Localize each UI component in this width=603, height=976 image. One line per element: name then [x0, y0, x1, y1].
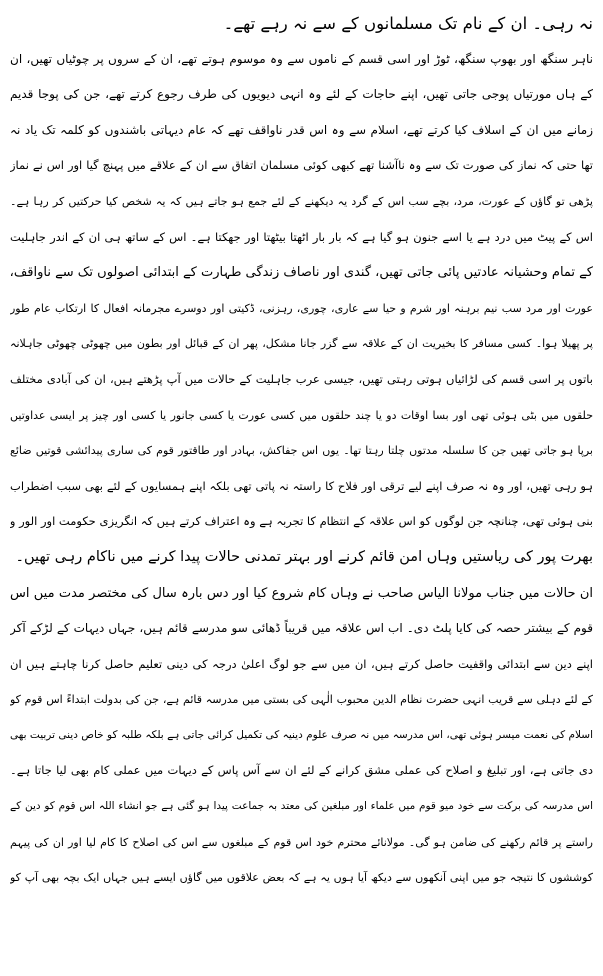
text-line: بھرت پور کی ریاستیں وہاں امن قائم کرنے اور بہتر تمدنی حالات پیدا کرنے میں ناکام رہی تھیں۔	[15, 548, 593, 565]
text-line: قوم کے بیشتر حصہ کی کایا پلٹ دی۔ اب اس علاقہ میں قریباً ڈھائی سو مدرسے قائم ہیں، جہاں دیہات کے لڑکے آکر	[10, 621, 593, 636]
text-line: پر پھیلا ہوا۔ کسی مسافر کا بخیریت ان کے علاقہ سے گزر جانا مشکل، پھر ان کے قبائل اور بطون میں چھوٹی چھوٹی جاہلانہ	[10, 337, 593, 351]
text-line: اپنے دین سے ابتدائی واقفیت حاصل کرتے ہیں، ان میں سے جو لوگ اعلیٰ درجہ کی دینی تعلیم حاصل کرنا چاہتے ہیں ان	[10, 656, 593, 671]
paragraph-intro	[10, 6, 593, 42]
text-line: پڑھی تو گاؤں کے عورت، مرد، بچے سب اس کے گرد یہ دیکھنے کے لئے جمع ہو جاتے ہیں کہ یہ شخص کیا حرکتیں کر رہا ہے۔	[10, 194, 593, 208]
text-line: اس مدرسہ کی برکت سے خود میو قوم میں علماء اور مبلغین کی معتد بہ جماعت پیدا ہو گئی ہے جو انشاء اللہ اس قوم کو دین کے	[10, 800, 593, 813]
text-line: باتوں پر اسی قسم کی لڑائیاں ہوتی رہتی تھیں، جیسی عرب جاہلیت کے حالات میں آپ پڑھتے ہیں، ان کی آبادی مختلف	[10, 371, 593, 386]
text-line: تھا حتی کہ نماز کی صورت تک سے وہ ناآشنا تھے کبھی کوئی مسلمان اتفاق سے ان کے علاقے میں پہنچ گیا اور اس نے نماز	[10, 158, 593, 173]
text-line: اس کے پیٹ میں درد ہے یا اسے جنون ہو گیا ہے کہ بار بار اٹھتا بیٹھتا اور جھکتا ہے۔ اس کے ساتھ ہی ان کے اندر جاہلیت	[10, 229, 593, 244]
paragraph-conditions	[10, 42, 593, 576]
text-line: اسلام کی نعمت میسر ہوئی تھی، اس مدرسہ میں نہ صرف علوم دینیہ کی تکمیل کرائی جاتی ہے بلکہ طلبہ کو خاص دینی تربیت بھی	[10, 728, 593, 741]
text-line: عورت اور مرد سب نیم برہنہ اور شرم و حیا سے عاری، چوری، رہزنی، ڈکیتی اور دوسرے مجرمانہ افعال کا ارتکاب عام طور	[10, 301, 593, 315]
text-line: کے لئے دہلی سے قریب انہی حضرت نظام الدین محبوب الٰہی کی بستی میں مدرسہ قائم ہے، جن کی بدولت ابتداءً اس قوم کو	[10, 693, 593, 707]
text-line: زمانے میں ان کے اسلاف کیا کرتے تھے، اسلام سے وہ اس قدر ناواقف تھے کہ عام دیہاتی باشندوں کو کلمہ تک یاد نہ	[10, 122, 593, 137]
text-line: کے ہاں مورتیاں پوجی جاتی تھیں، اپنے حاجات کے لئے وہ انہی دیویوں کی طرف رجوع کرتے تھے، جن کی پوجا قدیم	[10, 87, 593, 102]
text-line: برپا ہو جاتی تھیں جن کا سلسلہ مدتوں چلتا رہتا تھا۔ یوں اس جفاکش، بہادر اور طاقتور قوم کی ساری پیدائشی قوتیں ضائع	[10, 444, 593, 458]
text-line: دی جاتی ہے، اور تبلیغ و اصلاح کی عملی مشق کرانے کے لئے ان سے آس پاس کے دیہات میں عملی کام بھی لیا جاتا ہے۔	[10, 763, 593, 778]
text-line: ہو رہی تھیں، اور وہ نہ صرف اپنے لیے ترقی اور فلاح کا راستہ نہ پاتی تھی بلکہ اپنے ہمسایوں کے لئے بھی سبب اضطراب	[10, 478, 593, 493]
text-line: راستے پر قائم رکھنے کی ضامن ہو گی۔ مولانائے محترم خود اس قوم کے مبلغوں سے اس کی اصلاح کا کام لیا اور ان کی پیہم	[10, 835, 593, 849]
text-line: نہ رہی۔ ان کے نام تک مسلمانوں کے سے نہ رہے تھے۔	[223, 14, 593, 33]
paragraph-reform	[10, 576, 593, 896]
text-line: کوششوں کا نتیجہ جو میں اپنی آنکھوں سے دیکھ آیا ہوں یہ ہے کہ بعض علاقوں میں گاؤں ایسے ہیں جہاں ایک بچہ بھی آپ کو	[10, 871, 593, 885]
text-line: حلقوں میں بٹی ہوئی تھی اور بسا اوقات دو یا چند حلقوں میں کسی عورت یا کسی جانور یا کسی اور چیز پر ایسی عداوتیں	[10, 408, 593, 422]
text-line: ان حالات میں جناب مولانا الیاس صاحب نے وہاں کام شروع کیا اور دس بارہ سال کی مختصر مدت میں اس	[10, 585, 593, 601]
text-line: ناہر سنگھ اور بھوپ سنگھ، ٹوڑ اور اسی قسم کے ناموں سے وہ موسوم ہوتے تھے، ان کے سروں پر چوٹیاں تھیں، ان	[10, 51, 593, 66]
text-line: کے تمام وحشیانہ عادتیں پائی جاتی تھیں، گندی اور ناصاف زندگی طہارت کے ابتدائی اصولوں تک سے ناواقف،	[10, 265, 593, 281]
text-line: بنی ہوئی تھی، چنانچہ جن لوگوں کو اس علاقہ کے انتظام کا تجربہ ہے وہ اعتراف کرتے ہیں کہ انگریزی حکومت اور الور و	[10, 514, 593, 529]
